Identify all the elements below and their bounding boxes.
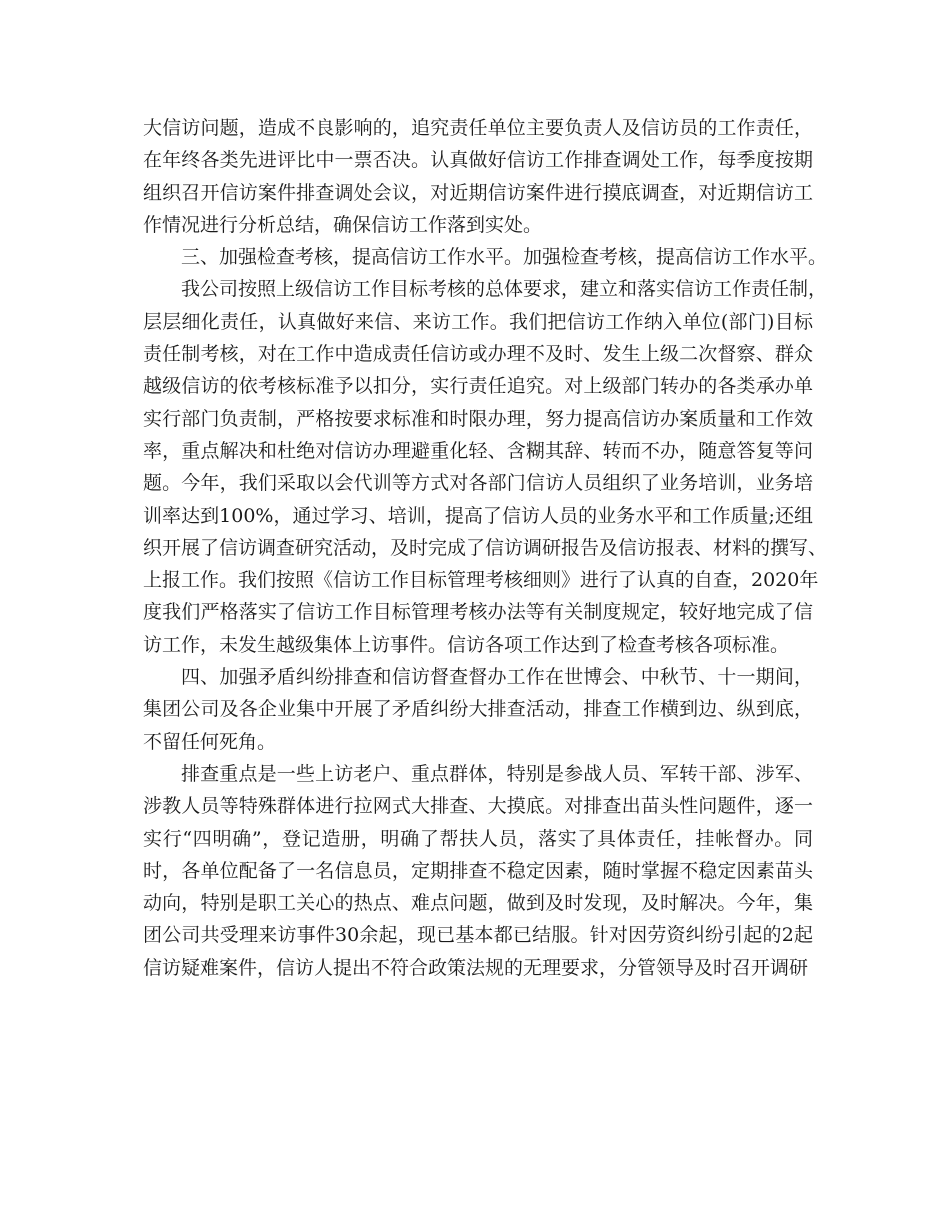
text-line: 动向，特别是职工关心的热点、难点问题，做到及时发现，及时解决。今年，集 [143, 892, 813, 915]
text-line: 训率达到100%，通过学习、培训，提高了信访人员的业务水平和工作质量;还组 [143, 504, 813, 527]
text-line: 信访疑难案件，信访人提出不符合政策法规的无理要求，分管领导及时召开调研 [143, 956, 809, 979]
text-line: 三、加强检查考核，提高信访工作水平。加强检查考核，提高信访工作水平。 [181, 246, 828, 269]
text-line: 时，各单位配备了一名信息员，定期排查不稳定因素，随时掌握不稳定因素苗头 [143, 859, 813, 882]
text-line: 我公司按照上级信访工作目标考核的总体要求，建立和落实信访工作责任制， [181, 278, 828, 301]
paragraph-investigation [143, 758, 813, 984]
text-line: 大信访问题，造成不良影响的，追究责任单位主要负责人及信访员的工作责任， [143, 117, 813, 139]
text-line: 织开展了信访调查研究活动，及时完成了信访调研报告及信访报表、材料的撰写、 [143, 536, 828, 559]
text-line: 责任制考核，对在工作中造成责任信访或办理不及时、发生上级二次督察、群众 [143, 343, 813, 366]
text-line: 不留任何死角。 [143, 730, 277, 753]
text-line: 团公司共受理来访事件30余起，现已基本都已结服。针对因劳资纠纷引起的2起 [143, 924, 813, 947]
text-line: 排查重点是一些上访老户、重点群体，特别是参战人员、军转干部、涉军、 [181, 762, 813, 785]
text-line: 题。今年，我们采取以会代训等方式对各部门信访人员组织了业务培训，业务培 [143, 472, 813, 495]
text-line: 作情况进行分析总结，确保信访工作落到实处。 [143, 213, 543, 236]
document-body [143, 112, 828, 984]
paragraph-assessment [143, 273, 828, 661]
text-line: 访工作，未发生越级集体上访事件。信访各项工作达到了检查考核各项标准。 [143, 633, 790, 656]
text-line: 在年终各类先进评比中一票否决。认真做好信访工作排查调处工作，每季度按期 [143, 149, 813, 172]
text-line: 实行“四明确”，登记造册，明确了帮扶人员，落实了具体责任，挂帐督办。同 [143, 827, 813, 850]
text-line: 度我们严格落实了信访工作目标管理考核办法等有关制度规定，较好地完成了信 [143, 601, 813, 624]
text-line: 集团公司及各企业集中开展了矛盾纠纷大排查活动，排查工作横到边、纵到底， [143, 698, 813, 721]
heading-three [143, 241, 828, 273]
paragraph-continuation [143, 112, 813, 241]
text-line: 上报工作。我们按照《信访工作目标管理考核细则》进行了认真的自查，2020年 [143, 569, 819, 592]
text-line: 层层细化责任，认真做好来信、来访工作。我们把信访工作纳入单位(部门)目标 [143, 310, 813, 333]
text-line: 实行部门负责制，严格按要求标准和时限办理，努力提高信访办案质量和工作效 [143, 407, 813, 430]
text-line: 组织召开信访案件排查调处会议，对近期信访案件进行摸底调查，对近期信访工 [143, 181, 813, 204]
text-line: 越级信访的依考核标准予以扣分，实行责任追究。对上级部门转办的各类承办单 [143, 375, 813, 398]
text-line: 四、加强矛盾纠纷排查和信访督查督办工作在世博会、中秋节、十一期间， [181, 666, 813, 689]
text-line: 率，重点解决和杜绝对信访办理避重化轻、含糊其辞、转而不办，随意答复等问 [143, 439, 813, 462]
heading-four [143, 661, 813, 758]
text-line: 涉教人员等特殊群体进行拉网式大排查、大摸底。对排查出苗头性问题件，逐一 [143, 795, 813, 818]
